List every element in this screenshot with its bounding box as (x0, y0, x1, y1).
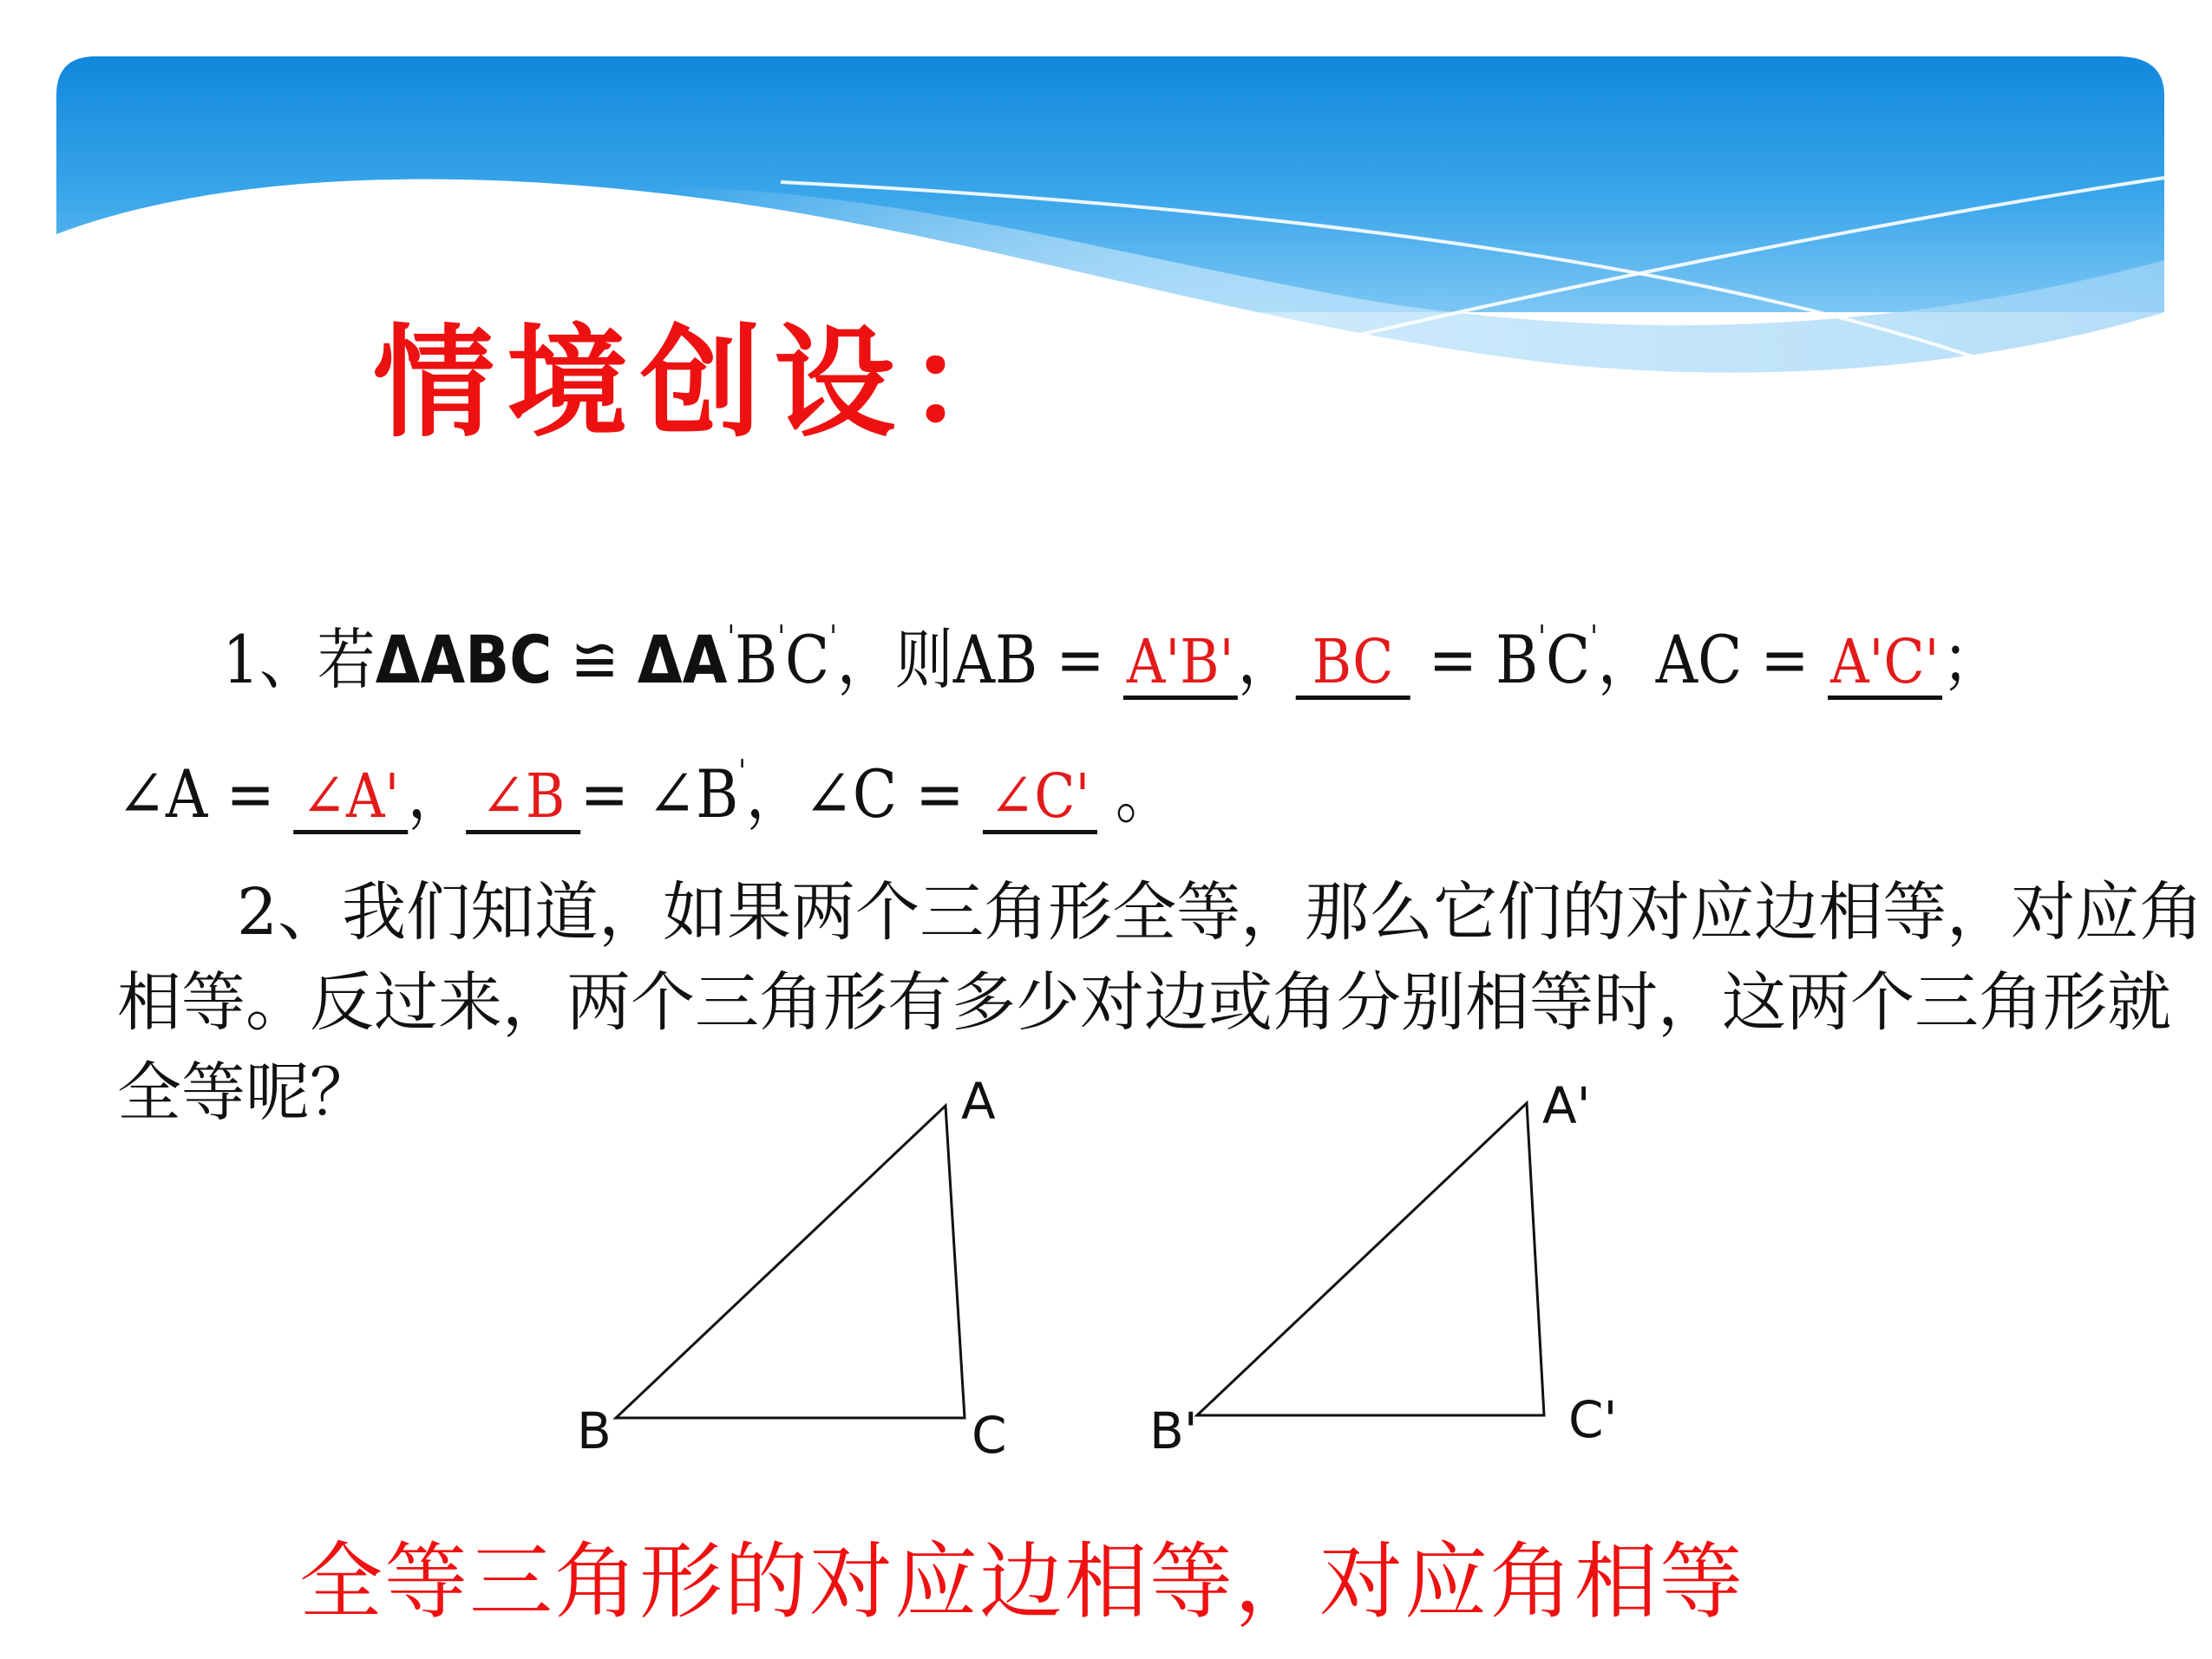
header-wave-banner (0, 0, 2212, 408)
q1-semicolon: ； (1941, 621, 2000, 698)
conclusion-text: 全等三角形的对应边相等，对应角相等 (299, 1533, 1744, 1630)
answer-blank-3: A'C' (1828, 629, 1942, 700)
vertex-label-b-prime: B' (1149, 1401, 1198, 1460)
question-1-line-1 (117, 607, 2000, 702)
q1-triangle-abc: ΔABC (375, 621, 553, 698)
prime-mark: ' (1590, 620, 1598, 656)
prime-mark: ' (1538, 620, 1547, 656)
answer-blank-1: A'B' (1123, 629, 1238, 700)
prime-mark: ' (738, 754, 746, 790)
q1-ac-eq: ，AC = (1597, 621, 1828, 698)
q1-number: 1、若 (222, 621, 376, 698)
q1-triangle2-prefix: ΔA (637, 621, 728, 698)
q1-angle-c-eq: ，∠C = (745, 755, 983, 833)
q1-eq-angle-b: = ∠B (579, 755, 739, 833)
q1-period: 。 (1096, 755, 1174, 833)
q1-triangle2-c: C (785, 621, 830, 698)
q1-eq-bc: = B (1410, 621, 1539, 698)
prime-mark: ' (727, 620, 736, 656)
vertex-label-c-prime: C' (1568, 1390, 1618, 1449)
triangle-a-prime-b-prime-c-prime (1149, 1076, 1617, 1460)
question-2-line-3: 全等呢？ (117, 1055, 374, 1130)
answer-blank-2: BC (1296, 629, 1410, 700)
prime-mark: ' (777, 620, 786, 656)
congruent-symbol: ≌ (570, 621, 619, 698)
vertex-label-b: B (577, 1401, 612, 1460)
question-1-line-2 (117, 741, 1174, 836)
q1-then-ab: ，则AB = (836, 621, 1123, 698)
q1-angle-a-eq: ∠A = (117, 755, 293, 833)
q1-c-part: C (1546, 621, 1591, 698)
q1-triangle2-b: B (735, 621, 778, 698)
vertex-label-a-prime: A' (1542, 1076, 1591, 1135)
vertex-label-c: C (972, 1406, 1007, 1465)
question-2-line-2: 相等。反过来，两个三角形有多少对边或角分别相等时，这两个三角形就 (117, 965, 2171, 1040)
q1-comma-2: ， (407, 755, 466, 833)
congruent-triangles-figure (0, 1067, 2212, 1483)
triangle-abc (577, 1072, 1007, 1465)
q1-comma: ， (1237, 621, 1296, 698)
answer-blank-5: ∠B (466, 763, 580, 834)
slide-title: 情境创设： (373, 312, 1042, 454)
answer-blank-4: ∠A' (293, 763, 408, 834)
question-2-line-1: 2、我们知道，如果两个三角形全等，那么它们的对应边相等，对应角 (237, 875, 2204, 950)
vertex-label-a: A (961, 1072, 996, 1131)
prime-mark: ' (829, 620, 837, 656)
answer-blank-6: ∠C' (983, 763, 1097, 834)
